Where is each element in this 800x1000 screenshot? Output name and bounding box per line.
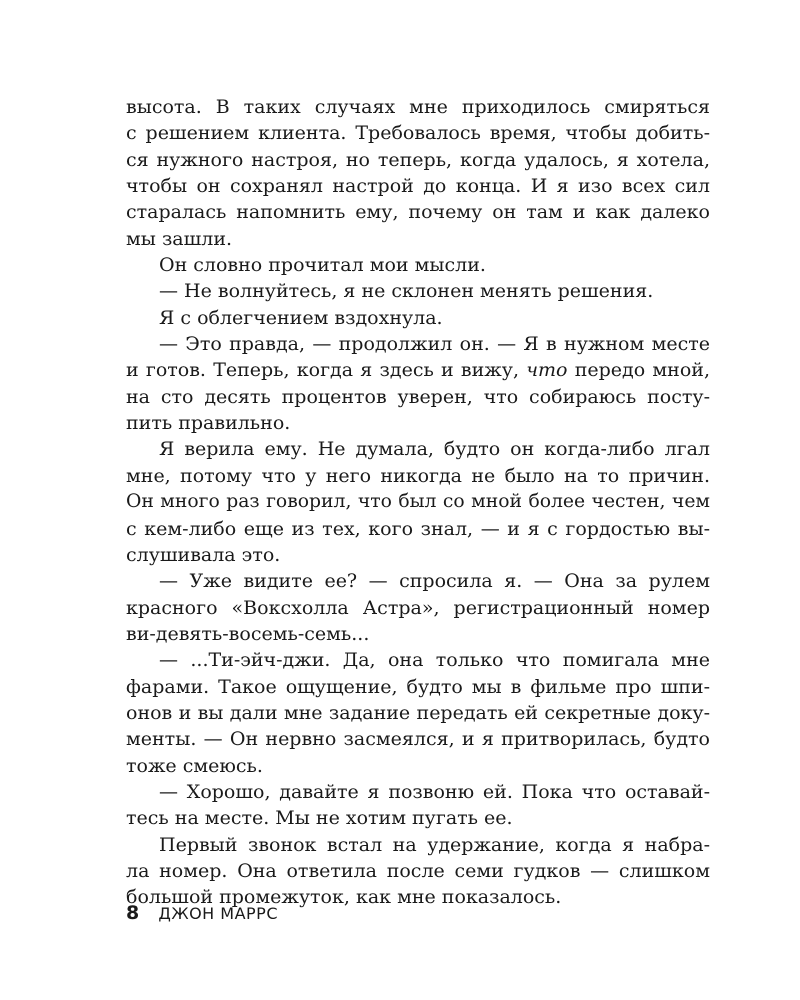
text-line: Он словно прочитал мои мысли. bbox=[159, 254, 486, 277]
text-line: мы зашли. bbox=[126, 227, 233, 250]
text-line: Я с облегчением вздохнула. bbox=[159, 306, 443, 329]
body-text bbox=[126, 94, 710, 911]
text-line: большой промежуток, как мне показалось. bbox=[126, 886, 562, 909]
text-segment: и готов. Теперь, когда я здесь и вижу, bbox=[126, 359, 527, 382]
text-line: — ...Ти-эйч-джи. Да, она только что помигала мне bbox=[159, 649, 710, 672]
text-line bbox=[126, 357, 710, 383]
text-line: красного «Воксхолла Астра», регистрационный номер bbox=[126, 596, 710, 619]
text-line: онов и вы дали мне задание передать ей секретные доку- bbox=[126, 701, 710, 724]
text-line: ви-девять-восемь-семь... bbox=[126, 622, 370, 645]
running-head-author: ДЖОН МАРРС bbox=[158, 904, 278, 923]
text-line: фарами. Такое ощущение, будто мы в фильме про шпи- bbox=[126, 675, 710, 698]
text-line: с решением клиента. Требовалось время, чтобы добить- bbox=[126, 122, 710, 145]
text-line: ся нужного настроя, но теперь, когда удалось, я хотела, bbox=[126, 148, 710, 171]
text-line: старалась напомнить ему, почему он там и как далеко bbox=[126, 201, 710, 224]
text-segment: передо мной, bbox=[567, 359, 710, 382]
text-line: на сто десять процентов уверен, что собираюсь посту- bbox=[126, 385, 710, 408]
text-line: ла номер. Она ответила после семи гудков — слишком bbox=[126, 859, 710, 882]
text-line: тоже смеюсь. bbox=[126, 754, 263, 777]
text-line: Первый звонок встал на удержание, когда я набра- bbox=[159, 833, 710, 856]
text-line: — Уже видите ее? — спросила я. — Она за рулем bbox=[159, 570, 710, 593]
text-line: менты. — Он нервно засмеялся, и я притворилась, будто bbox=[126, 728, 710, 751]
page-number: 8 bbox=[126, 902, 140, 924]
text-line: — Хорошо, давайте я позвоню ей. Пока что оставай- bbox=[159, 780, 710, 803]
page-footer bbox=[126, 900, 278, 926]
emphasized-word: что bbox=[526, 359, 568, 382]
text-line: пить правильно. bbox=[126, 412, 291, 435]
text-line: чтобы он сохранял настрой до конца. И я изо всех сил bbox=[126, 175, 710, 198]
text-line: слушивала это. bbox=[126, 543, 281, 566]
text-line: — Это правда, — продолжил он. — Я в нужном месте bbox=[159, 333, 710, 356]
text-line: — Не волнуйтесь, я не склонен менять решения. bbox=[159, 280, 654, 303]
text-line: тесь на месте. Мы не хотим пугать ее. bbox=[126, 807, 513, 830]
text-line: с кем-либо еще из тех, кого знал, — и я с гордостью вы- bbox=[126, 517, 710, 540]
text-line: Я верила ему. Не думала, будто он когда-либо лгал bbox=[159, 438, 710, 461]
text-line: мне, потому что у него никогда не было на то причин. bbox=[126, 464, 710, 487]
text-line: Он много раз говорил, что был со мной более честен, чем bbox=[126, 491, 710, 513]
text-line: высота. В таких случаях мне приходилось смиряться bbox=[126, 96, 710, 118]
